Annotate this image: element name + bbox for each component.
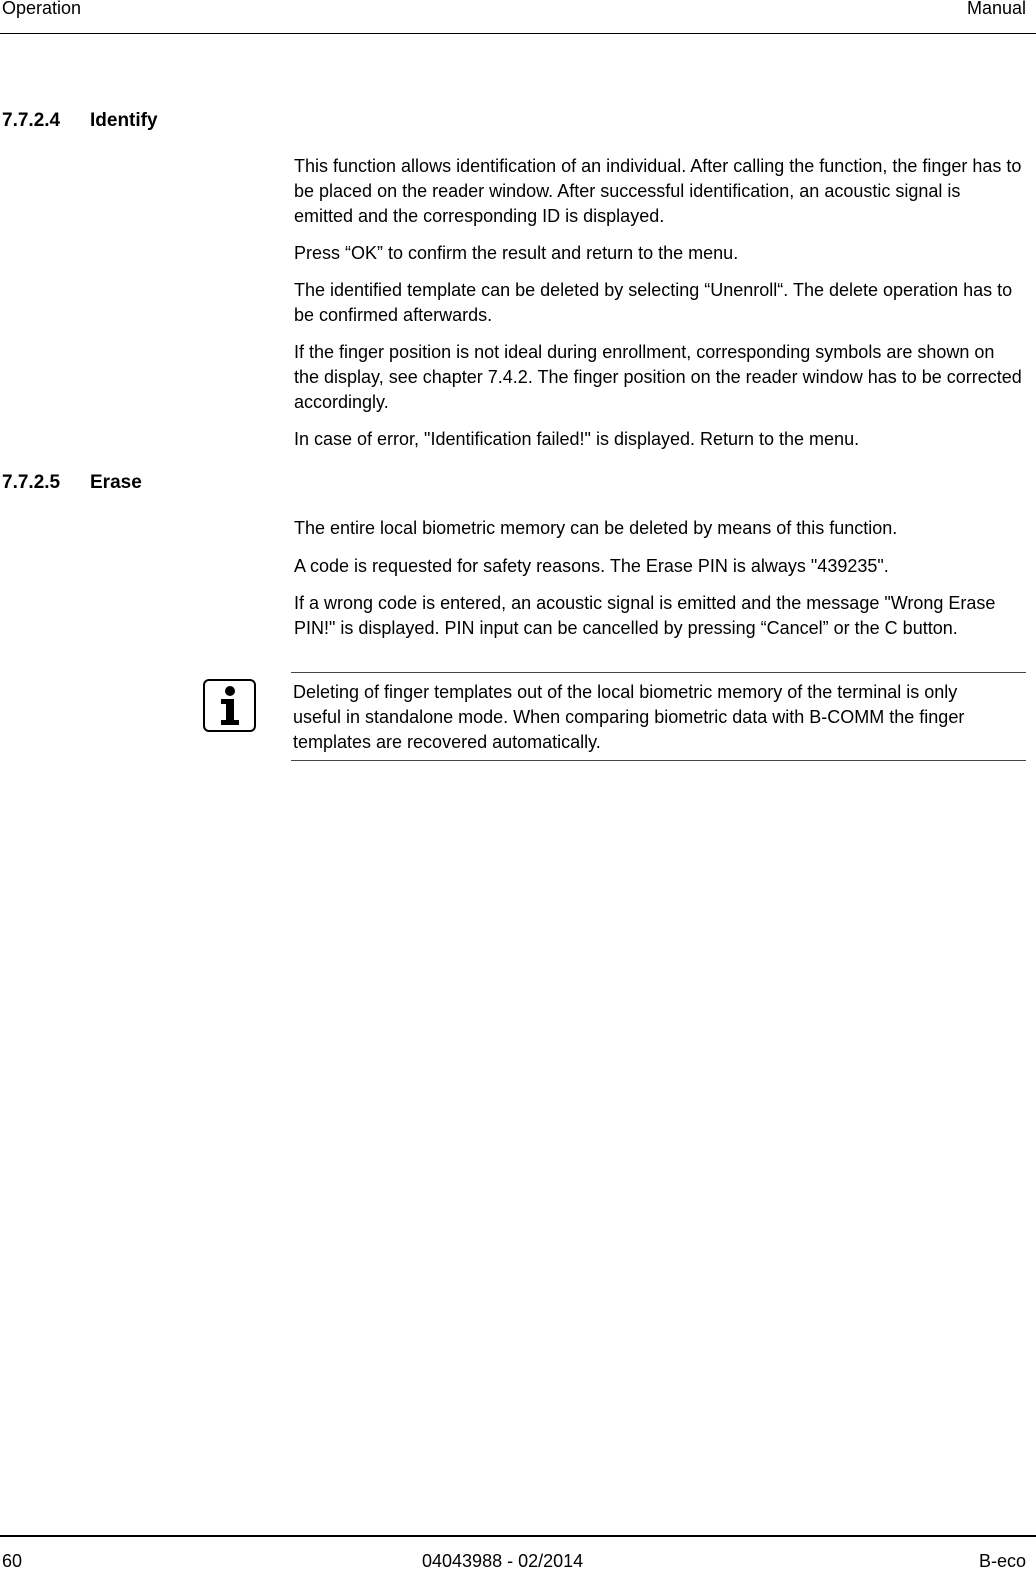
product-name: B-eco: [978, 1551, 1026, 1571]
header-chapter: Operation: [2, 0, 82, 18]
section-title: Identify: [90, 110, 158, 131]
page-number: 60: [2, 1551, 23, 1571]
note-text: Deleting of finger templates out of the local biometric memory of the terminal is only useful in standalone mode. When comparing biometric data with B-COMM the finger templates are recovered automatically.: [293, 682, 965, 752]
info-icon: [203, 679, 256, 732]
paragraph: The identified template can be deleted by selecting “Unenroll“. The delete operation has to be confirmed afterwards.: [294, 280, 1013, 325]
paragraph: If a wrong code is entered, an acoustic signal is emitted and the message "Wrong Erase PIN!" is displayed. PIN input can be cancelled by pressing “Cancel” or the C button.: [294, 593, 996, 638]
page-header: [0, 0, 1036, 34]
section-heading-erase: [2, 472, 142, 494]
paragraph: This function allows identification of an individual. After calling the function, the finger has to be placed on the reader window. After successful identification, an acoustic signal is emitted and the corresponding ID is displayed.: [294, 156, 1022, 226]
section-number: 7.7.2.5: [2, 472, 61, 493]
paragraph: Press “OK” to confirm the result and return to the menu.: [294, 243, 739, 263]
paragraph: In case of error, "Identification failed!" is displayed. Return to the menu.: [294, 429, 860, 449]
header-doc-type: Manual: [966, 0, 1026, 18]
paragraph: A code is requested for safety reasons. The Erase PIN is always "439235".: [294, 556, 889, 576]
paragraph: The entire local biometric memory can be deleted by means of this function.: [294, 518, 898, 538]
document-id: 04043988 - 02/2014: [422, 1551, 584, 1571]
paragraph: If the finger position is not ideal during enrollment, corresponding symbols are shown on the display, see chapter 7.4.2. The finger position on the reader window has to be corrected accordingly.: [294, 342, 1022, 412]
section-title: Erase: [90, 472, 142, 493]
page-footer: [0, 1535, 1036, 1586]
info-note: [291, 672, 1026, 761]
section-number: 7.7.2.4: [2, 110, 61, 131]
section-heading-identify: [2, 110, 158, 132]
